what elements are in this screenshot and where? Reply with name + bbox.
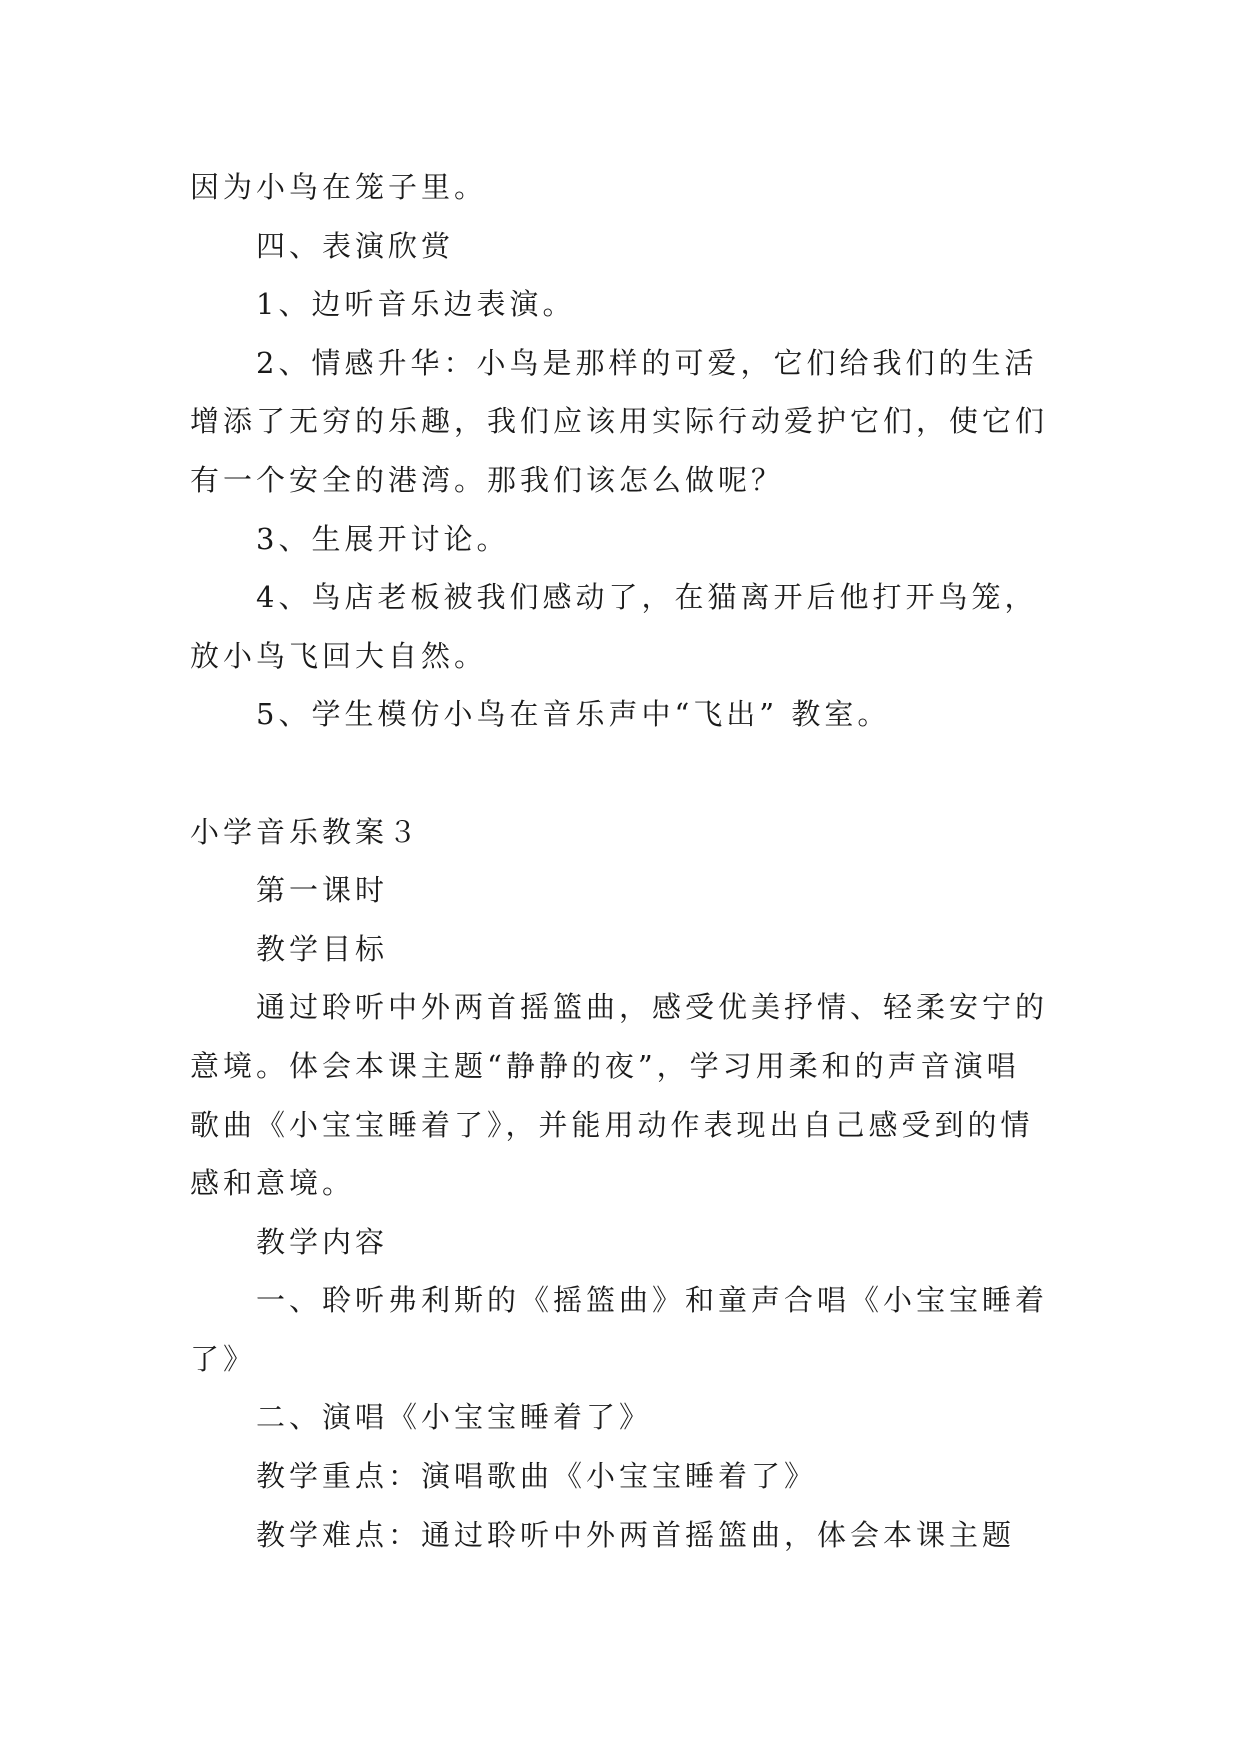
lesson-title: 小学音乐教案３ bbox=[190, 814, 422, 849]
text-line: 了》 bbox=[190, 1341, 257, 1376]
text-line: 放小鸟飞回大自然。 bbox=[190, 638, 488, 673]
text-line: 教学难点：通过聆听中外两首摇篮曲，体会本课主题 bbox=[256, 1517, 1016, 1552]
section-heading: 四、表演欣赏 bbox=[256, 228, 455, 263]
text-line: 意境。体会本课主题“静静的夜”，学习用柔和的声音演唱 bbox=[190, 1048, 1020, 1083]
text-line: 3、生展开讨论。 bbox=[256, 521, 510, 556]
text-line: 通过聆听中外两首摇篮曲，感受优美抒情、轻柔安宁的 bbox=[256, 990, 1049, 1025]
text-line: 1、边听音乐边表演。 bbox=[256, 287, 576, 322]
text-line: 一、聆听弗利斯的《摇篮曲》和童声合唱《小宝宝睡着 bbox=[256, 1283, 1049, 1318]
text-line: 5、学生模仿小鸟在音乐声中“飞出” 教室。 bbox=[256, 697, 891, 732]
section-heading: 教学内容 bbox=[256, 1224, 389, 1259]
text-line: 4、鸟店老板被我们感动了，在猫离开后他打开鸟笼， bbox=[256, 580, 1038, 615]
text-line: 因为小鸟在笼子里。 bbox=[190, 170, 488, 204]
text-line: 增添了无穷的乐趣，我们应该用实际行动爱护它们，使它们 bbox=[190, 404, 1049, 439]
text-line: 2、情感升华：小鸟是那样的可爱，它们给我们的生活 bbox=[256, 345, 1038, 380]
text-line: 教学重点：演唱歌曲《小宝宝睡着了》 bbox=[256, 1459, 818, 1494]
section-heading: 第一课时 bbox=[256, 873, 389, 908]
paragraph-gap bbox=[190, 744, 1062, 803]
text-line: 歌曲《小宝宝睡着了》，并能用动作表现出自己感受到的情 bbox=[190, 1107, 1034, 1142]
text-line: 有一个安全的港湾。那我们该怎么做呢？ bbox=[190, 462, 785, 497]
section-heading: 教学目标 bbox=[256, 931, 389, 966]
text-line: 感和意境。 bbox=[190, 1166, 356, 1201]
text-line: 二、演唱《小宝宝睡着了》 bbox=[256, 1400, 653, 1435]
document-page bbox=[190, 158, 1062, 1564]
